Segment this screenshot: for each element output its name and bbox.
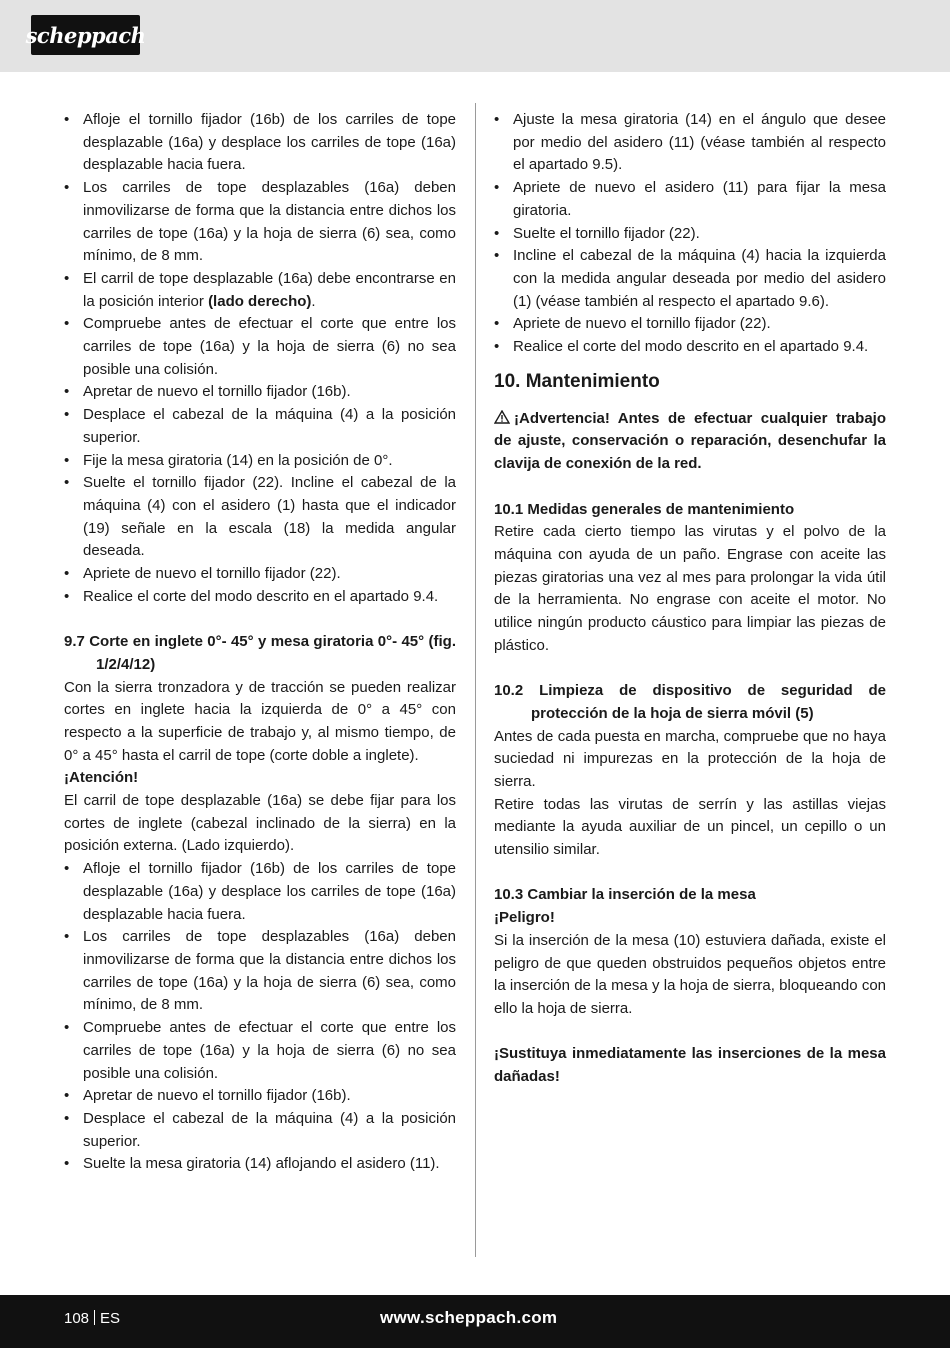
section-10-2-title: 10.2 Limpieza de dispositivo de seguridad de protección de la hoja de sierra móvil (5)	[494, 682, 886, 722]
list-item: • Apretar de nuevo el tornillo fijador (16b).	[64, 381, 456, 404]
section-10-3-body: Si la inserción de la mesa (10) estuviera dañada, existe el peligro de que queden obstruidos pequeños objetos entre la inserción de la mesa y la hoja de sierra, bloqueando con ello la hoja de sierra.	[494, 931, 886, 1017]
section-10-1-body: Retire cada cierto tiempo las virutas y el polvo de la máquina con ayuda de un paño. Engrase con aceite las piezas giratorias una vez al mes para prolongar la vida útil de la herramienta. No engrase con aceite el motor. No utilice ningún producto cáustico para limpiar las piezas de plástico.	[494, 523, 886, 654]
page-separator	[94, 1310, 95, 1325]
list-item: • Ajuste la mesa giratoria (14) en el ángulo que desee por medio del asidero (11) (véase también al respecto el apartado 9.5).	[494, 109, 886, 177]
section-9-7-title: 9.7 Corte en inglete 0°- 45° y mesa giratoria 0°- 45° (fig. 1/2/4/12)	[64, 633, 456, 673]
bullet-list-turntable	[494, 109, 886, 359]
list-item: • Incline el cabezal de la máquina (4) hacia la izquierda con la medida angular deseada por medio del asidero (1) (véase también al respecto el apartado 9.6).	[494, 245, 886, 313]
list-item: • Suelte el tornillo fijador (22). Incline el cabezal de la máquina (4) con el asidero (1) hasta que el indicador (19) señale en la escala (18) la medida angular deseada.	[64, 472, 456, 563]
bullet-list-double-mitre	[64, 858, 456, 1176]
list-item: • Desplace el cabezal de la máquina (4) a la posición superior.	[64, 1108, 456, 1153]
header-band	[0, 0, 950, 72]
section-10-title: 10. Mantenimiento	[494, 370, 660, 392]
right-column	[494, 109, 886, 1089]
section-9-7-body: Con la sierra tronzadora y de tracción se pueden realizar cortes en inglete hacia la izquierda de 0° a 45° con respecto a la superficie de trabajo y, al mismo tiempo, de 0° a 45° hasta el carril de tope (corte doble a inglete).	[64, 678, 456, 764]
list-item	[64, 268, 456, 313]
list-item: • Apriete de nuevo el asidero (11) para fijar la mesa giratoria.	[494, 177, 886, 222]
warning-text: ¡Advertencia! Antes de efectuar cualquier trabajo de ajuste, conservación o reparación, desenchufar la clavija de conexión de la red.	[494, 409, 886, 473]
list-item-text: El carril de tope desplazable (16a) debe encontrarse en la posición interior	[83, 269, 456, 310]
list-item: • Apriete de nuevo el tornillo fijador (22).	[494, 313, 886, 336]
list-item: • Compruebe antes de efectuar el corte que entre los carriles de tope (16a) y la hoja de sierra (6) no sea posible una colisión.	[64, 1017, 456, 1085]
left-column	[64, 109, 456, 1176]
attention-body: El carril de tope desplazable (16a) se debe fijar para los cortes de inglete (cabezal inclinado de la sierra) en la posición externa. (Lado izquierdo).	[64, 792, 456, 855]
footer	[0, 1295, 950, 1348]
list-item: • Afloje el tornillo fijador (16b) de los carriles de tope desplazable (16a) y desplace los carriles de tope (16a) desplazable hacia fuera.	[64, 858, 456, 926]
website-url[interactable]: www.scheppach.com	[380, 1308, 558, 1327]
list-item: • Los carriles de tope desplazables (16a) deben inmovilizarse de forma que la distancia entre dichos los carriles de tope (16a) y la hoja de sierra (6) sea, como mínimo, de 8 mm.	[64, 177, 456, 268]
list-item: • Realice el corte del modo descrito en el apartado 9.4.	[494, 336, 886, 359]
list-item: • Realice el corte del modo descrito en el apartado 9.4.	[64, 586, 456, 609]
replace-insert-note: ¡Sustituya inmediatamente las inserciones de la mesa dañadas!	[494, 1045, 886, 1086]
list-item-bold: (lado derecho)	[208, 292, 312, 310]
list-item: • Apretar de nuevo el tornillo fijador (16b).	[64, 1085, 456, 1108]
section-10-3-title: 10.3 Cambiar la inserción de la mesa	[494, 886, 756, 904]
page-indicator	[64, 1310, 120, 1327]
list-item: • Apriete de nuevo el tornillo fijador (22).	[64, 563, 456, 586]
list-item: • Fije la mesa giratoria (14) en la posición de 0°.	[64, 450, 456, 473]
maintenance-warning	[494, 408, 886, 476]
section-10-2-body-2: Retire todas las virutas de serrín y las astillas viejas mediante la ayuda auxiliar de un pincel, un cepillo o un utensilio similar.	[494, 795, 886, 859]
attention-heading: ¡Atención!	[64, 769, 139, 787]
list-item-end: .	[311, 292, 316, 310]
list-item: • Desplace el cabezal de la máquina (4) a la posición superior.	[64, 404, 456, 449]
warning-triangle-icon	[494, 410, 510, 424]
list-item: • Los carriles de tope desplazables (16a) deben inmovilizarse de forma que la distancia entre dichos los carriles de tope (16a) y la hoja de sierra (6) sea, como mínimo, de 8 mm.	[64, 926, 456, 1017]
list-item: • Compruebe antes de efectuar el corte que entre los carriles de tope (16a) y la hoja de sierra (6) no sea posible una colisión.	[64, 313, 456, 381]
logo-text: scheppach	[25, 22, 146, 48]
section-10-2-body-1: Antes de cada puesta en marcha, compruebe que no haya suciedad ni impurezas en la protección de la hoja de sierra.	[494, 727, 886, 790]
danger-heading: ¡Peligro!	[494, 909, 555, 927]
list-item: • Suelte la mesa giratoria (14) aflojando el asidero (11).	[64, 1153, 456, 1176]
page-number: 108	[64, 1310, 90, 1327]
bullet-list-fence-adjust	[64, 109, 456, 608]
list-item: • Afloje el tornillo fijador (16b) de los carriles de tope desplazable (16a) y desplace los carriles de tope (16a) desplazable hacia fuera.	[64, 109, 456, 177]
list-item: • Suelte el tornillo fijador (22).	[494, 223, 886, 246]
language-code: ES	[100, 1310, 121, 1327]
section-10-1-title: 10.1 Medidas generales de mantenimiento	[494, 500, 795, 518]
scheppach-logo	[25, 15, 146, 55]
column-divider	[475, 103, 476, 1257]
